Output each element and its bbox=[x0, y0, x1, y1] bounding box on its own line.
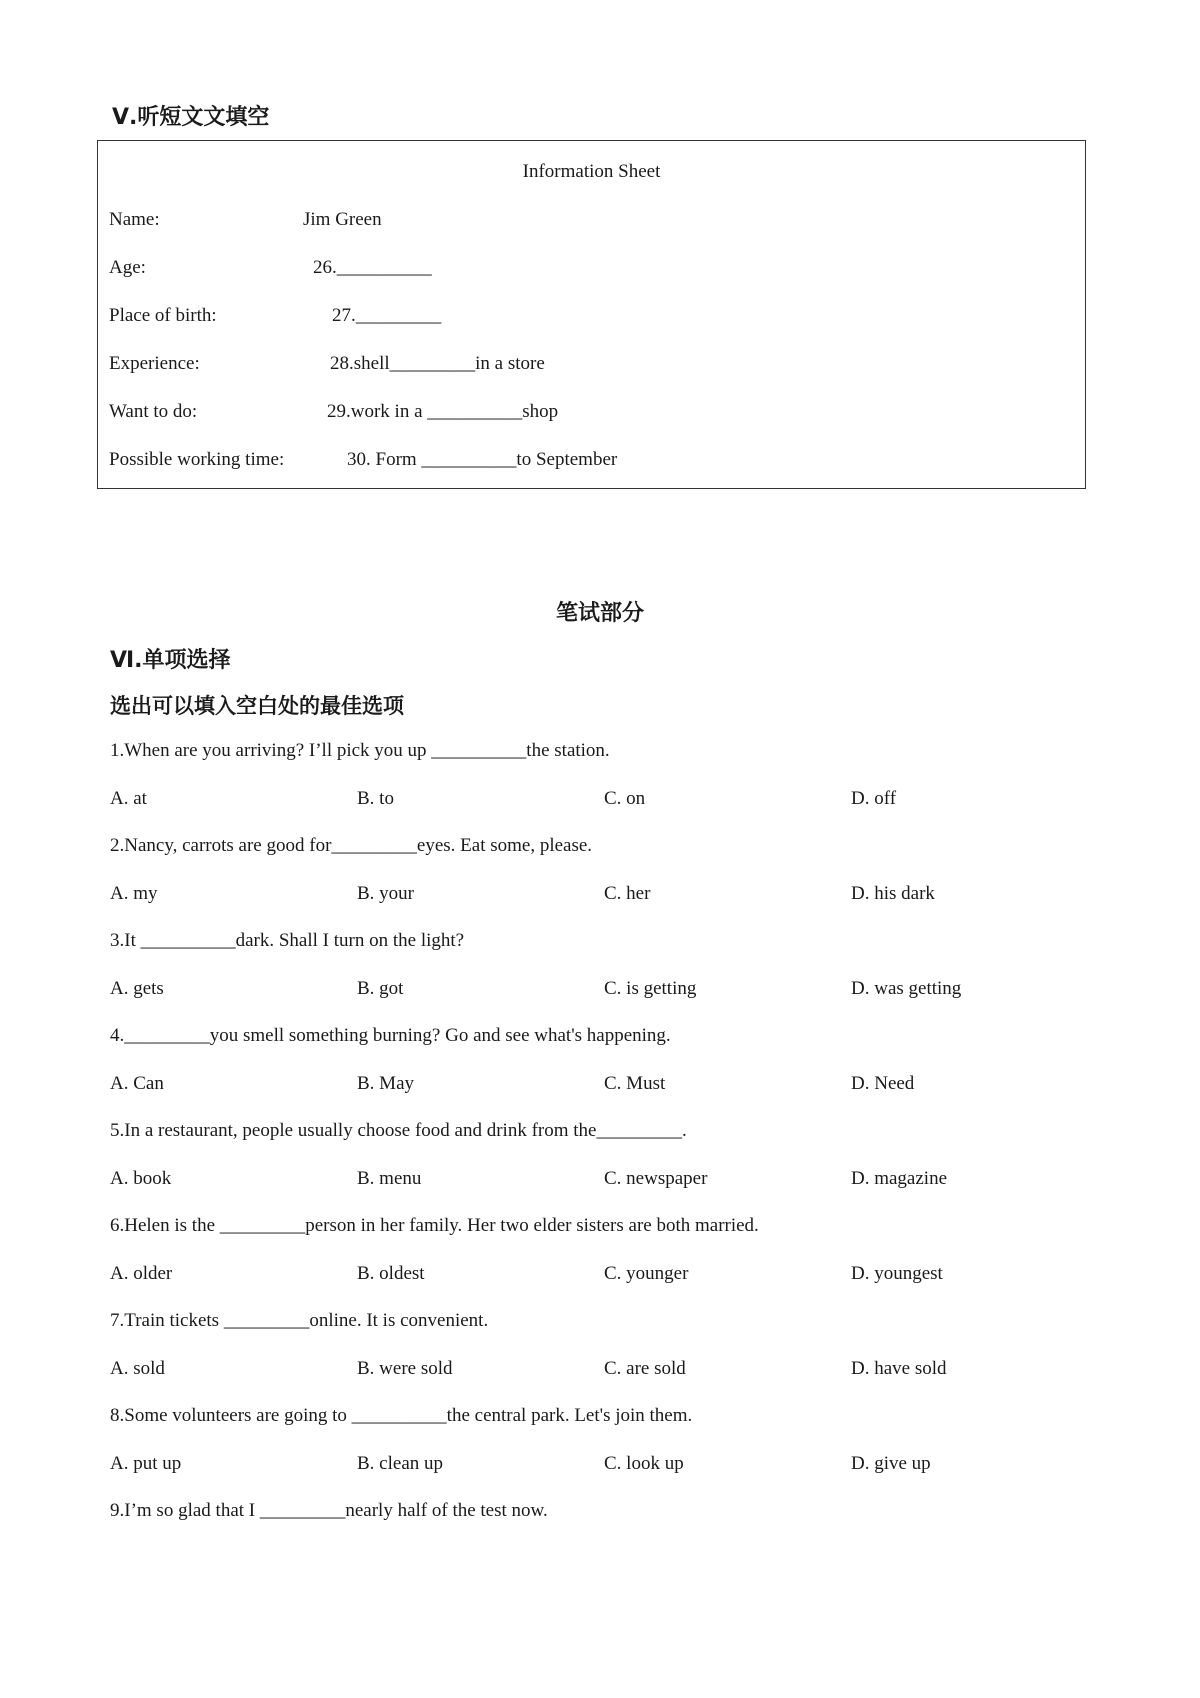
option-d: D. his dark bbox=[851, 883, 935, 904]
info-label: Place of birth: bbox=[109, 305, 217, 326]
option-a: A. my bbox=[110, 883, 158, 904]
question-6: 6.Helen is the _________person in her family. Her two elder sisters are both married. bbox=[110, 1215, 759, 1236]
option-a: A. book bbox=[110, 1168, 172, 1189]
question-2: 2.Nancy, carrots are good for_________eyes. Eat some, please. bbox=[110, 835, 593, 856]
question-1: 1.When are you arriving? I’ll pick you up __________the station. bbox=[110, 740, 610, 761]
option-c: C. on bbox=[604, 788, 646, 809]
section-5-title: Ⅴ.听短文文填空 bbox=[112, 105, 270, 130]
info-label: Age: bbox=[109, 257, 146, 278]
option-d: D. Need bbox=[851, 1073, 915, 1094]
option-c: C. Must bbox=[604, 1073, 666, 1094]
option-d: D. youngest bbox=[851, 1263, 943, 1284]
option-b: B. your bbox=[357, 883, 414, 904]
option-a: A. Can bbox=[110, 1073, 164, 1094]
option-a: A. gets bbox=[110, 978, 164, 999]
info-value: Jim Green bbox=[303, 209, 382, 230]
information-sheet bbox=[97, 140, 1086, 489]
info-label: Experience: bbox=[109, 353, 200, 374]
info-value: 27._________ bbox=[332, 305, 442, 326]
option-b: B. clean up bbox=[357, 1453, 444, 1474]
section-6-title: Ⅵ.单项选择 bbox=[110, 648, 231, 673]
question-9: 9.I’m so glad that I _________nearly half of the test now. bbox=[110, 1500, 548, 1521]
written-part-title: 笔试部分 bbox=[555, 601, 644, 626]
option-d: D. have sold bbox=[851, 1358, 947, 1379]
option-a: A. older bbox=[110, 1263, 173, 1284]
question-7: 7.Train tickets _________online. It is convenient. bbox=[110, 1310, 489, 1331]
info-value: 30. Form __________to September bbox=[347, 449, 618, 470]
option-d: D. give up bbox=[851, 1453, 931, 1474]
option-b: B. menu bbox=[357, 1168, 422, 1189]
info-value: 29.work in a __________shop bbox=[327, 401, 559, 422]
question-8: 8.Some volunteers are going to __________the central park. Let's join them. bbox=[110, 1405, 693, 1426]
question-5: 5.In a restaurant, people usually choose food and drink from the_________. bbox=[110, 1120, 687, 1141]
info-label: Name: bbox=[109, 209, 160, 230]
option-d: D. was getting bbox=[851, 978, 962, 999]
option-c: C. look up bbox=[604, 1453, 684, 1474]
option-b: B. May bbox=[357, 1073, 414, 1094]
option-c: C. is getting bbox=[604, 978, 697, 999]
info-label: Possible working time: bbox=[109, 449, 285, 470]
option-a: A. at bbox=[110, 788, 147, 809]
option-b: B. got bbox=[357, 978, 404, 999]
option-b: B. to bbox=[357, 788, 394, 809]
info-value: 28.shell_________in a store bbox=[330, 353, 545, 374]
option-b: B. were sold bbox=[357, 1358, 453, 1379]
option-b: B. oldest bbox=[357, 1263, 425, 1284]
option-c: C. are sold bbox=[604, 1358, 686, 1379]
option-d: D. magazine bbox=[851, 1168, 948, 1189]
option-d: D. off bbox=[851, 788, 897, 809]
info-value: 26.__________ bbox=[313, 257, 432, 278]
question-4: 4._________you smell something burning? Go and see what's happening. bbox=[110, 1025, 671, 1046]
option-c: C. newspaper bbox=[604, 1168, 708, 1189]
info-label: Want to do: bbox=[109, 401, 198, 422]
section-6-instruction: 选出可以填入空白处的最佳选项 bbox=[110, 694, 404, 718]
question-3: 3.It __________dark. Shall I turn on the light? bbox=[110, 930, 465, 951]
information-sheet-title: Information Sheet bbox=[522, 161, 661, 182]
option-c: C. younger bbox=[604, 1263, 689, 1284]
option-c: C. her bbox=[604, 883, 651, 904]
option-a: A. put up bbox=[110, 1453, 182, 1474]
option-a: A. sold bbox=[110, 1358, 165, 1379]
